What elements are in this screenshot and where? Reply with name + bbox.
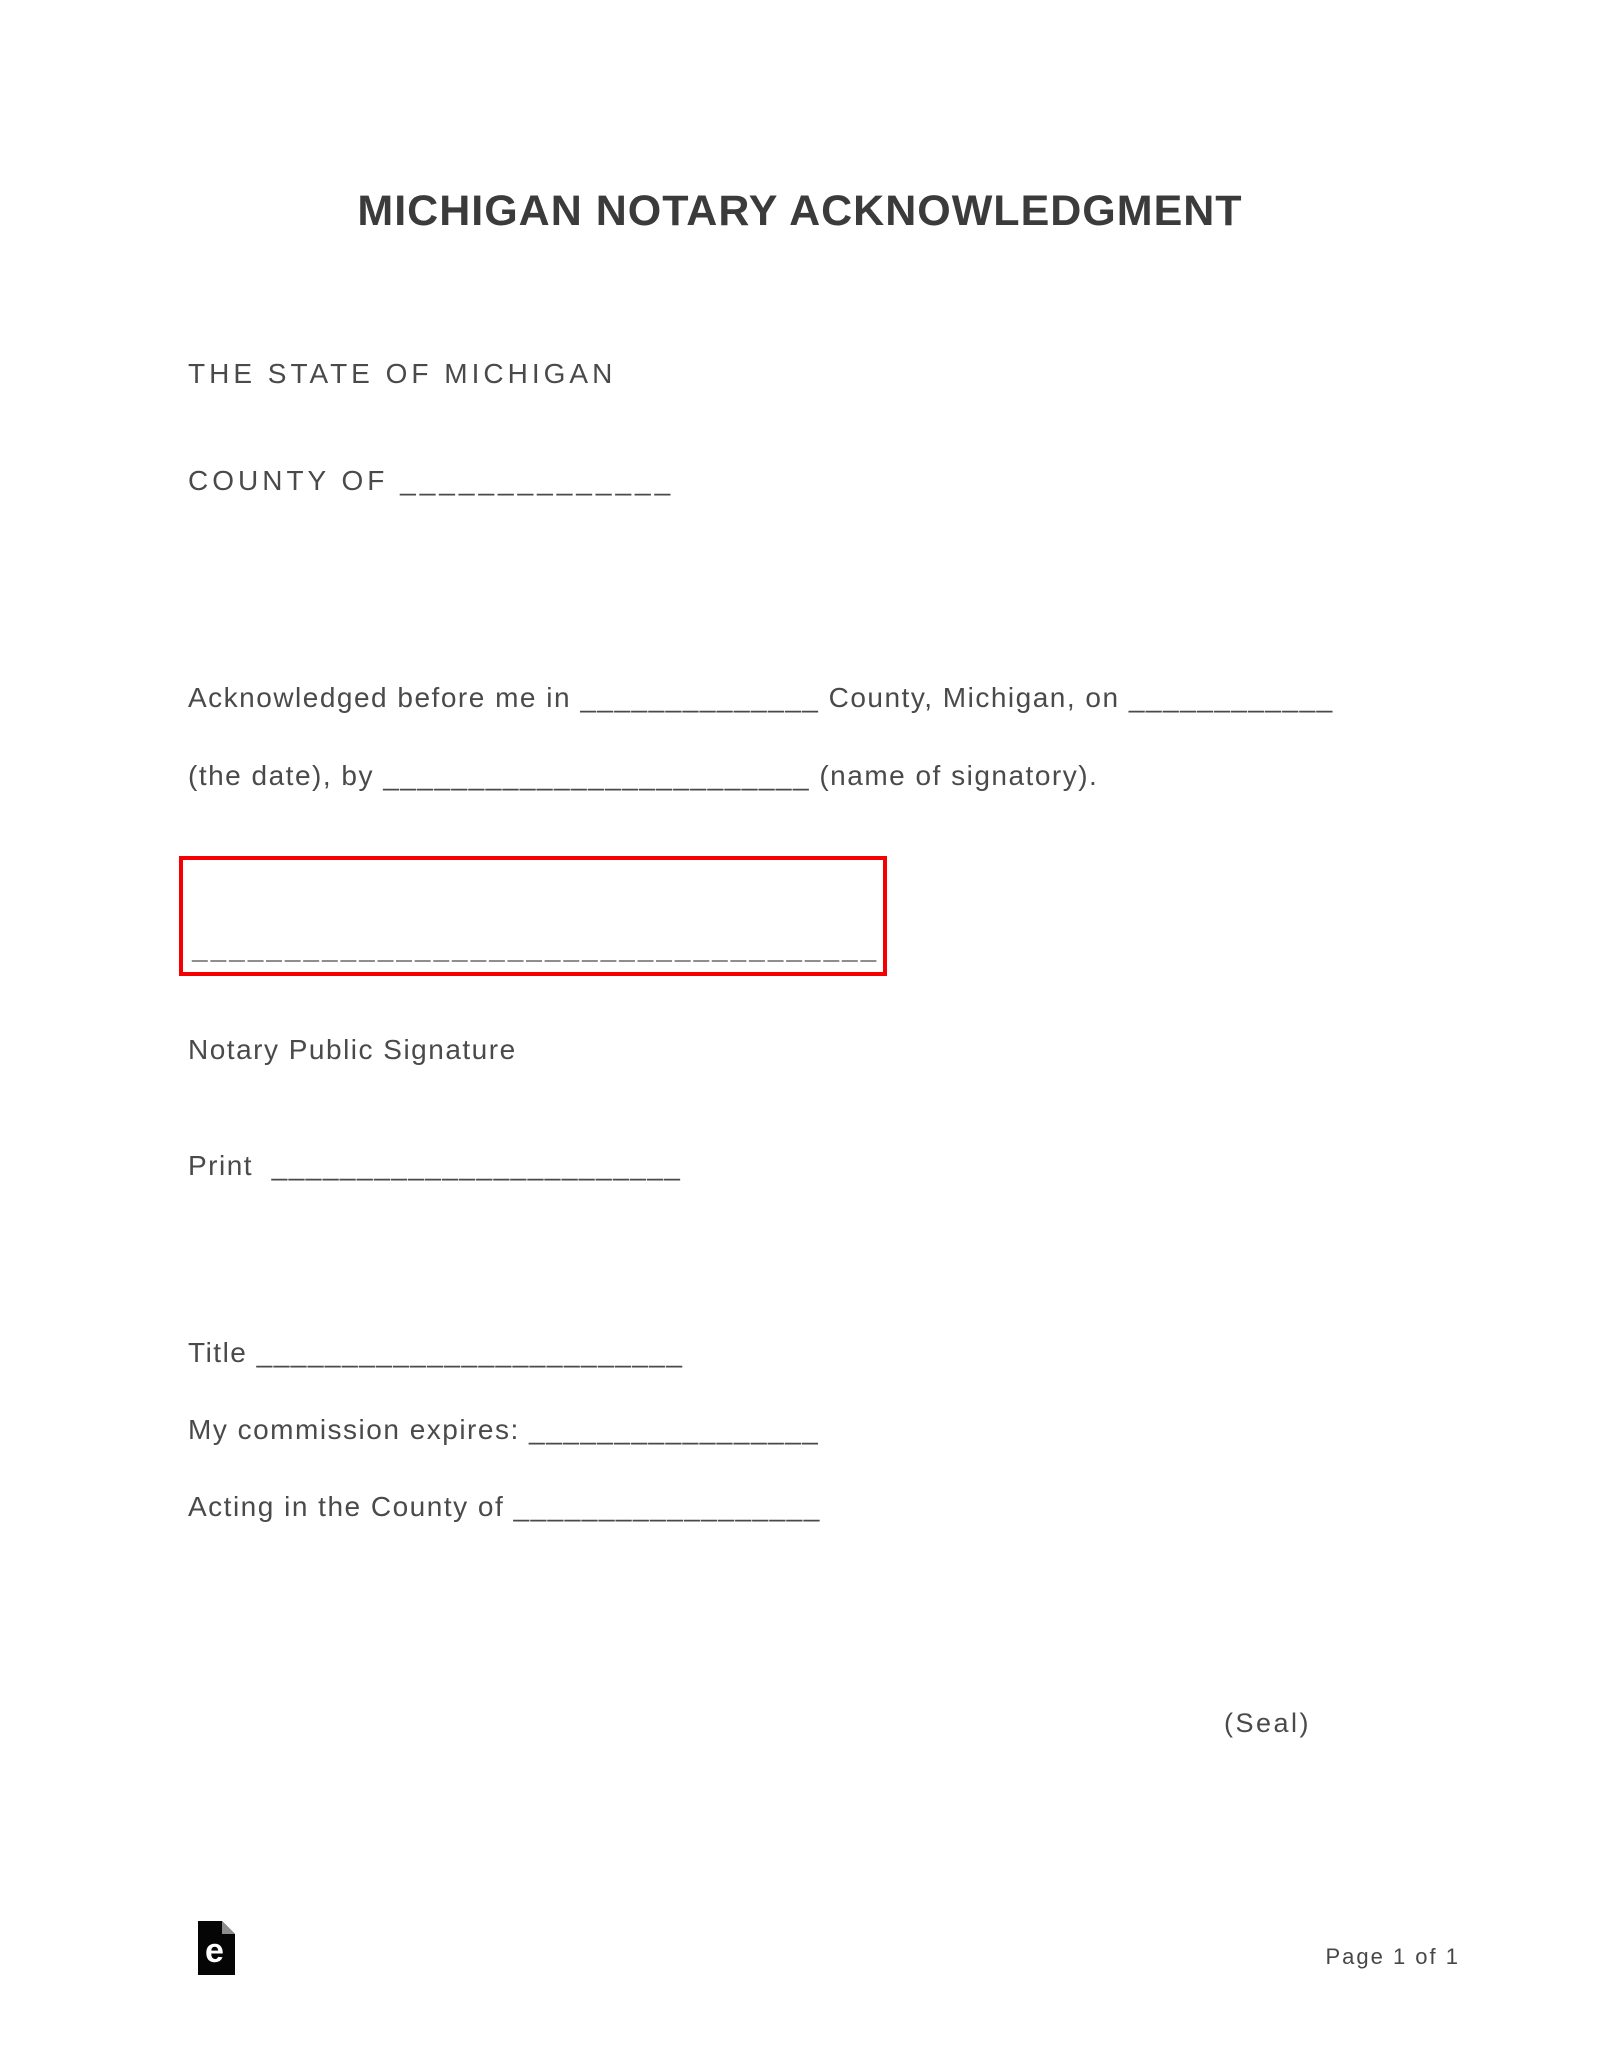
document-title: MICHIGAN NOTARY ACKNOWLEDGMENT <box>357 187 1243 235</box>
eforms-logo-letter: e <box>205 1932 224 1970</box>
print-name-blank-line: Print ________________________ <box>188 1150 682 1181</box>
acknowledgment-line-2: (the date), by _________________________ (name of signatory). <box>188 760 1099 791</box>
notary-signature-blank-line: _____________________________________ <box>192 933 880 964</box>
acting-county-blank-line: Acting in the County of __________________ <box>188 1491 821 1522</box>
eforms-document-icon <box>198 1921 235 1975</box>
state-line: THE STATE OF MICHIGAN <box>188 358 617 389</box>
county-blank-line: COUNTY OF ______________ <box>188 465 675 496</box>
seal-label: (Seal) <box>1224 1708 1312 1738</box>
page-number: Page 1 of 1 <box>1325 1944 1460 1969</box>
acknowledgment-line-1: Acknowledged before me in ______________ County, Michigan, on ____________ <box>188 682 1334 713</box>
notary-signature-label: Notary Public Signature <box>188 1034 517 1065</box>
title-blank-line: Title _________________________ <box>188 1337 684 1368</box>
commission-expires-blank-line: My commission expires: _________________ <box>188 1414 820 1445</box>
